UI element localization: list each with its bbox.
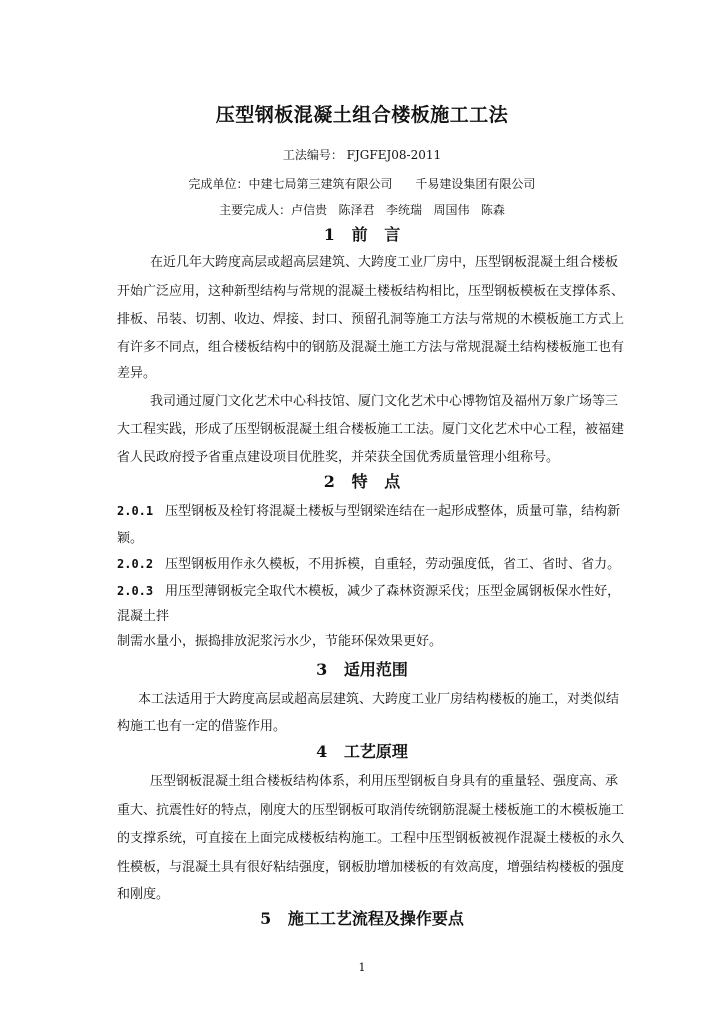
paragraph-line: 的支撑系统，可直接在上面完成楼板结构施工。工程中压型钢板被视作混凝土楼板的永久 <box>117 831 625 846</box>
list-item <box>117 500 620 519</box>
list-item <box>117 580 620 599</box>
main-authors: 主要完成人：卢信贵 陈泽君 李统瑞 周国伟 陈森 <box>219 203 505 217</box>
paragraph-line: 和刚度。 <box>117 887 170 902</box>
item-text: 压型钢板用作永久模板，不用拆模，自重轻，劳动强度低，省工、省时、省力。 <box>165 557 621 572</box>
paragraph-line: 有许多不同点，组合楼板结构中的钢筋及混凝土施工方法与常规混凝土结构楼板施工也有 <box>117 340 625 355</box>
list-item <box>117 553 620 572</box>
paragraph-line: 省人民政府授予省重点建设项目优胜奖，并荣获全国优秀质量管理小组称号。 <box>117 450 560 465</box>
paragraph-line: 排板、吊装、切割、收边、焊接、封口、预留孔洞等施工方法与常规的木模板施工方式上 <box>117 312 625 327</box>
item-number: 2.0.3 <box>117 584 154 598</box>
item-text: 压型钢板及栓钉将混凝土楼板与型钢梁连结在一起形成整体，质量可靠，结构新 <box>165 504 621 519</box>
paragraph-line: 开始广泛应用，这种新型结构与常规的混凝土楼板结构相比，压型钢板模板在支撑体系、 <box>117 284 625 299</box>
paragraph-line: 重大、抗震性好的特点，刚度大的压型钢板可取消传统钢筋混凝土楼板施工的木模板施工 <box>117 803 625 818</box>
page-number: 1 <box>358 961 366 974</box>
paragraph-line: 构施工也有一定的借鉴作用。 <box>117 719 287 734</box>
paragraph-line: 我司通过厦门文化艺术中心科技馆、厦门文化艺术中心博物馆及福州万象广场等三 <box>150 394 619 409</box>
completing-units: 完成单位：中建七局第三建筑有限公司 千易建设集团有限公司 <box>188 177 536 191</box>
paragraph-line: 性模板，与混凝土具有很好粘结强度，钢板肋增加楼板的有效高度，增强结构楼板的强度 <box>117 860 625 875</box>
section-heading-scope: 3 适用范围 <box>316 660 408 679</box>
item-number: 2.0.1 <box>117 504 154 518</box>
paragraph-line: 本工法适用于大跨度高层或超高层建筑、大跨度工业厂房结构楼板的施工，对类似结 <box>138 692 620 707</box>
paragraph-line: 混凝土拌 <box>117 609 170 624</box>
paragraph-line: 制需水量小，振捣排放泥浆污水少，节能环保效果更好。 <box>117 634 443 649</box>
paragraph-line: 差异。 <box>117 366 157 381</box>
section-heading-preface: 1 前 言 <box>323 225 401 244</box>
paragraph-line: 压型钢板混凝土组合楼板结构体系，利用压型钢板自身具有的重量轻、强度高、承 <box>150 774 619 789</box>
paragraph-line: 颖。 <box>117 531 144 546</box>
method-code: 工法编号： FJGFEJ08-2011 <box>282 148 442 162</box>
section-heading-process: 5 施工工艺流程及操作要点 <box>260 909 464 928</box>
paragraph-line: 在近几年大跨度高层或超高层建筑、大跨度工业厂房中，压型钢板混凝土组合楼板 <box>150 255 619 270</box>
item-number: 2.0.2 <box>117 557 154 571</box>
section-heading-principle: 4 工艺原理 <box>316 742 408 761</box>
section-heading-features: 2 特 点 <box>323 472 401 491</box>
document-title: 压型钢板混凝土组合楼板施工工法 <box>215 104 509 126</box>
item-text: 用压型薄钢板完全取代木模板，减少了森林资源采伐；压型金属钢板保水性好， <box>165 584 621 599</box>
paragraph-line: 大工程实践，形成了压型钢板混凝土组合楼板施工工法。厦门文化艺术中心工程，被福建 <box>117 422 625 437</box>
